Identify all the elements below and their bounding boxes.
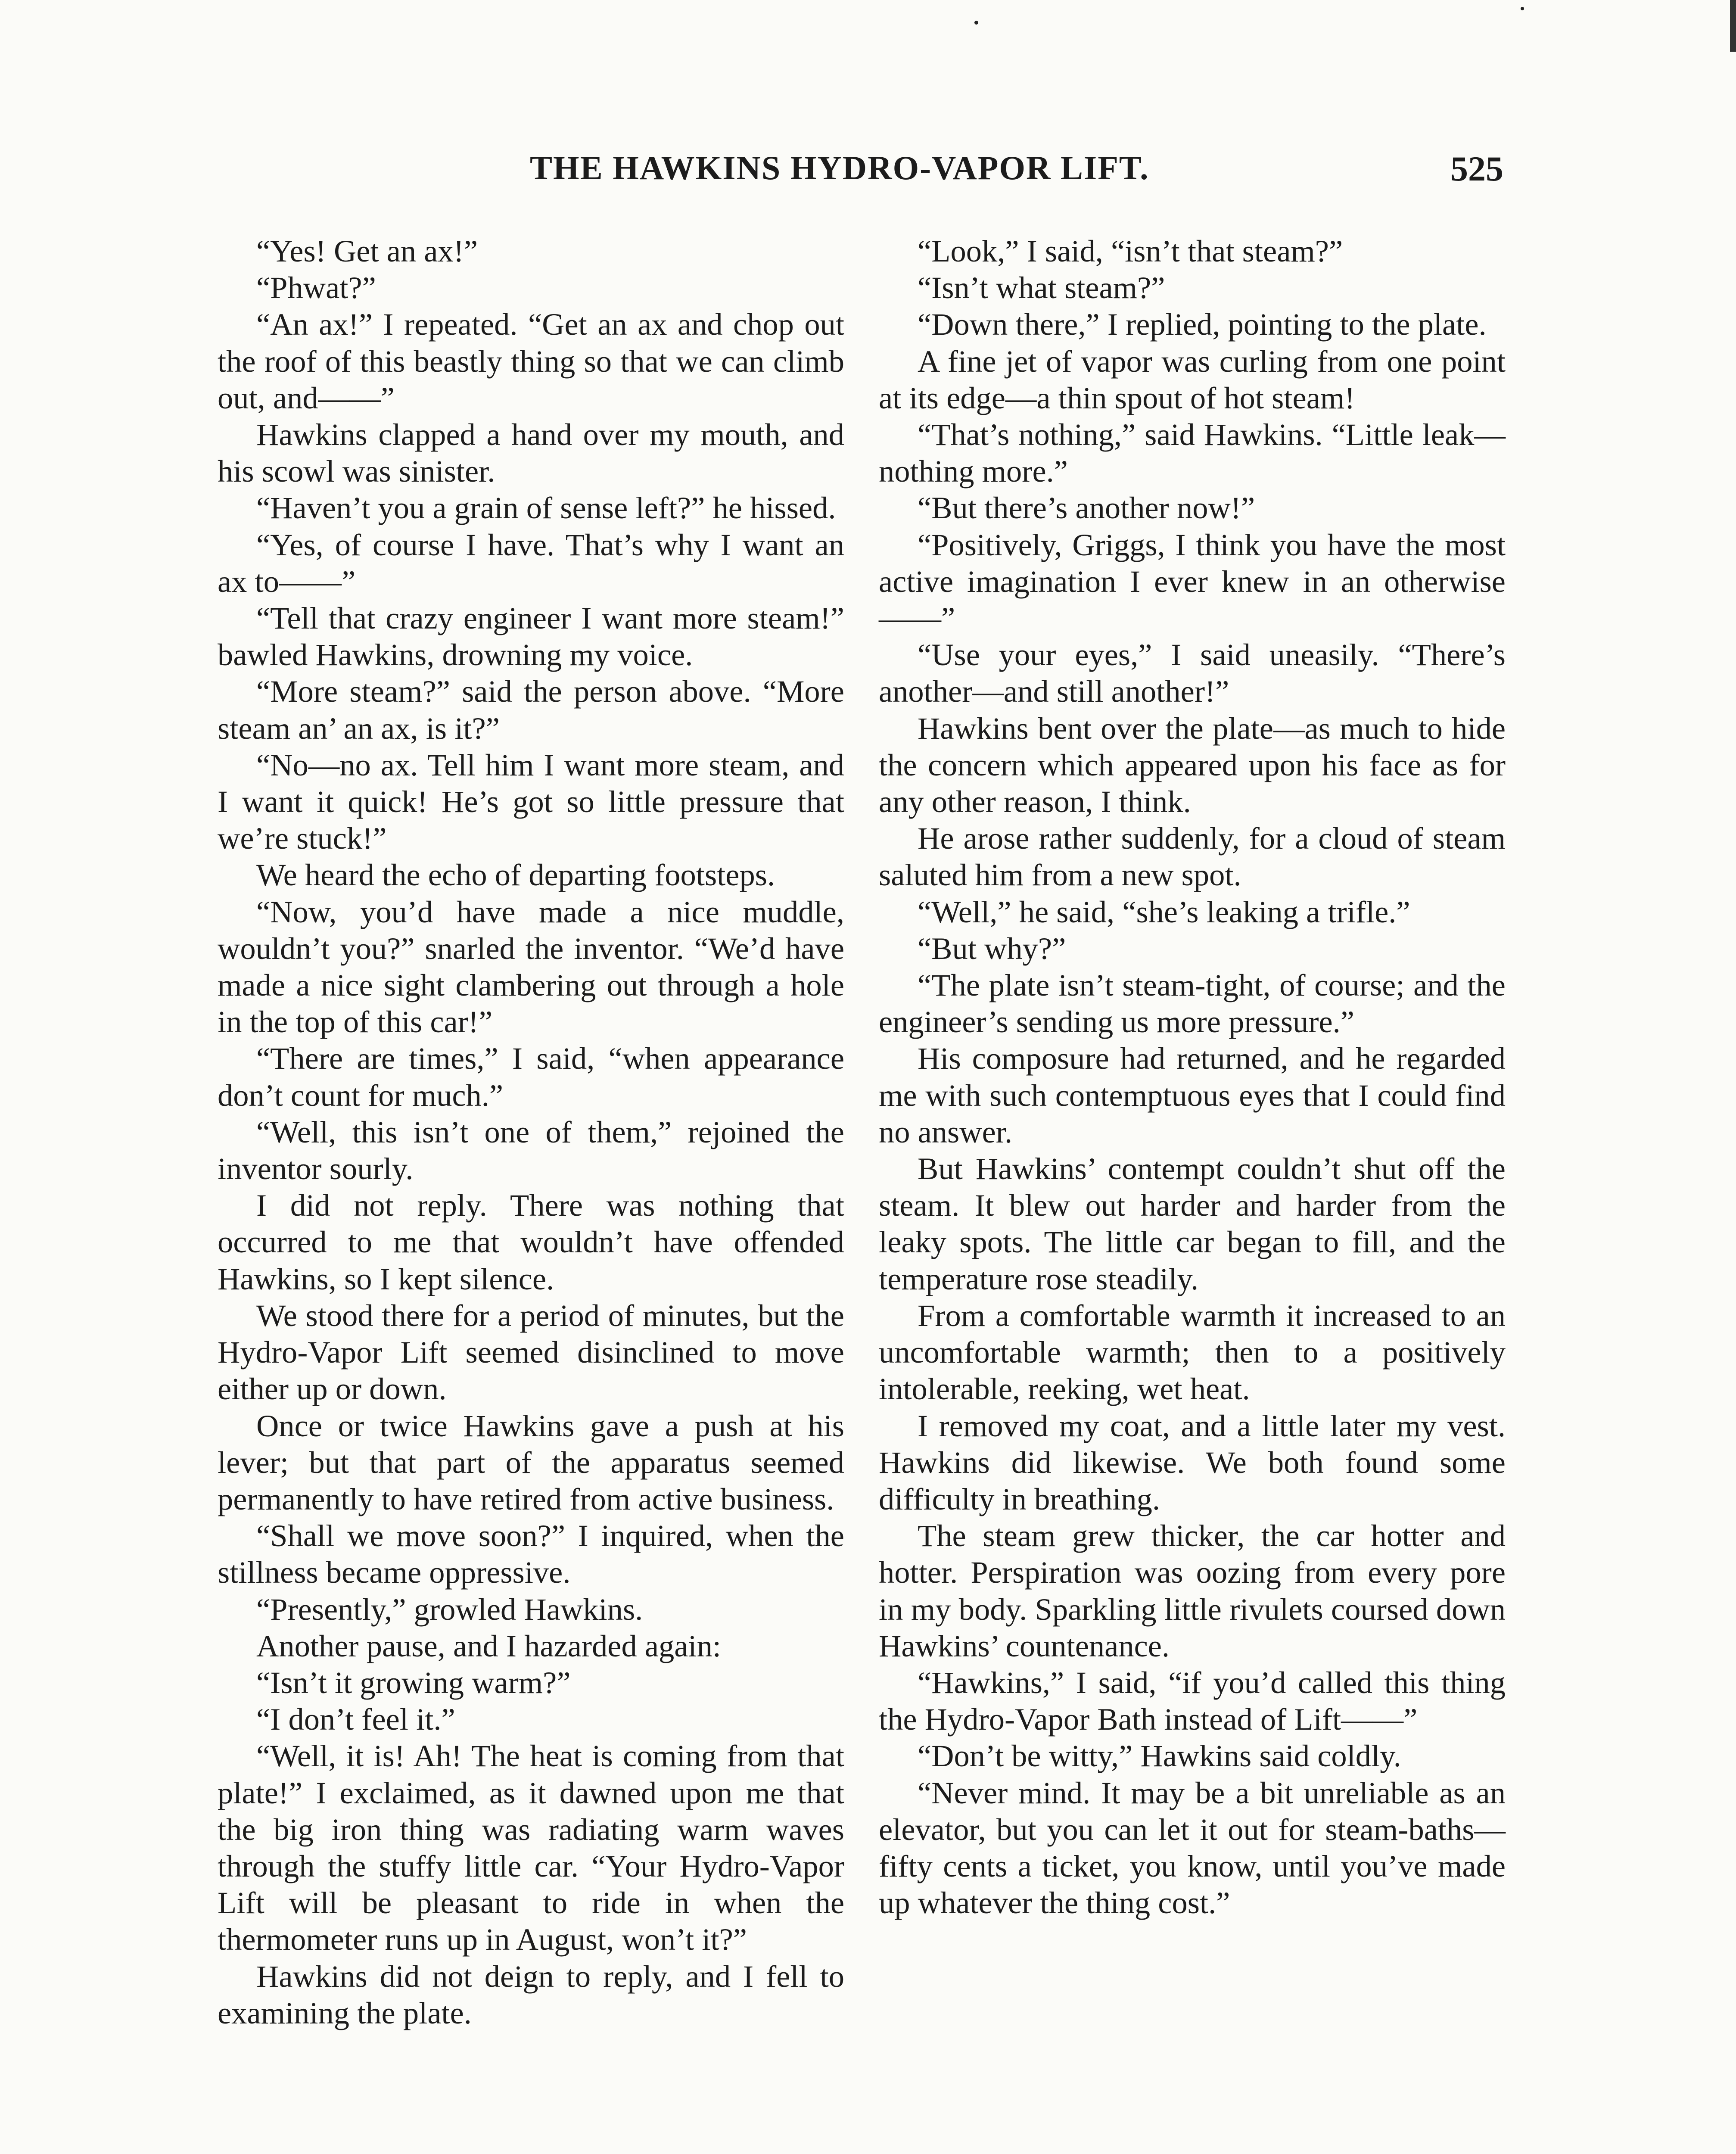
paragraph: “No—no ax. Tell him I want more steam, and I want it quick! He’s got so little pressure that we’re stuck!” (218, 747, 844, 856)
paragraph: Once or twice Hawkins gave a push at his lever; but that part of the apparatus seemed permanently to have retired from active business. (218, 1408, 844, 1516)
paragraph: A fine jet of vapor was curling from one point at its edge—a thin spout of hot steam! (879, 343, 1506, 415)
paragraph: I did not reply. There was nothing that occurred to me that wouldn’t have offended Hawkins, so I kept silence. (218, 1188, 844, 1296)
paragraph: “There are times,” I said, “when appearance don’t count for much.” (218, 1041, 844, 1113)
paragraph: “Use your eyes,” I said uneasily. “There’s another—and still another!” (879, 637, 1506, 709)
paragraph: Another pause, and I hazarded again: (256, 1628, 721, 1663)
paragraph: We stood there for a period of minutes, but the Hydro-Vapor Lift seemed disinclined to move either up or down. (218, 1298, 844, 1407)
page-number: 525 (1450, 149, 1503, 188)
paragraph: We heard the echo of departing footsteps. (256, 857, 775, 893)
paragraph: “Haven’t you a grain of sense left?” he hissed. (256, 490, 836, 526)
paragraph: “More steam?” said the person above. “More steam an’ an ax, is it?” (218, 674, 844, 746)
paragraph: “But why?” (918, 931, 1066, 966)
paragraph: His composure had returned, and he regarded me with such contemptuous eyes that I could find no answer. (879, 1041, 1506, 1149)
paragraph: “Shall we move soon?” I inquired, when the stillness became oppressive. (218, 1518, 844, 1590)
paragraph: “Well, it is! Ah! The heat is coming from that plate!” I exclaimed, as it dawned upon me that the big iron thing was radiating warm waves through the stuffy little car. “Your Hydro-Vapor Lift will be pleasant to ride in when the thermometer runs up in August, won’t it?” (218, 1738, 844, 1957)
paragraph: “Isn’t it growing warm?” (256, 1665, 571, 1700)
paragraph: “An ax!” I repeated. “Get an ax and chop out the roof of this beastly thing so that we can climb out, and——” (218, 307, 844, 415)
page-speck (974, 21, 978, 25)
paragraph: The steam grew thicker, the car hotter and hotter. Perspiration was oozing from every pore in my body. Sparkling little rivulets coursed down Hawkins’ countenance. (879, 1518, 1506, 1663)
paragraph: “Never mind. It may be a bit unreliable as an elevator, but you can let it out for steam-baths—fifty cents a ticket, you know, until you’ve made up whatever the thing cost.” (879, 1775, 1506, 1921)
paragraph: “Positively, Griggs, I think you have the most active imagination I ever knew in an otherwise——” (879, 527, 1506, 636)
paragraph: He arose rather suddenly, for a cloud of steam saluted him from a new spot. (879, 821, 1506, 893)
page-speck (1521, 7, 1524, 10)
paragraph: “I don’t feel it.” (256, 1702, 455, 1737)
paragraph: Hawkins bent over the plate—as much to hide the concern which appeared upon his face as for any other reason, I think. (879, 710, 1506, 819)
paragraph: “Well,” he said, “she’s leaking a trifle.” (918, 894, 1410, 929)
paragraph: Hawkins clapped a hand over my mouth, and his scowl was sinister. (218, 417, 844, 489)
page-edge-mark (1730, 0, 1736, 52)
paragraph: “Phwat?” (256, 270, 376, 305)
paragraph: “Well, this isn’t one of them,” rejoined the inventor sourly. (218, 1114, 844, 1186)
page-header (530, 149, 1503, 205)
running-title: THE HAWKINS HYDRO-VAPOR LIFT. (530, 149, 1149, 187)
paragraph: But Hawkins’ contempt couldn’t shut off the steam. It blew out harder and harder from the leaky spots. The little car began to fill, and the temperature rose steadily. (879, 1151, 1506, 1296)
paragraph: “But there’s another now!” (918, 490, 1255, 526)
paragraph: “Hawkins,” I said, “if you’d called this thing the Hydro-Vapor Bath instead of Lift——” (879, 1665, 1506, 1737)
paragraph: I removed my coat, and a little later my vest. Hawkins did likewise. We both found some difficulty in breathing. (879, 1408, 1506, 1516)
paragraph: “Yes! Get an ax!” (256, 233, 478, 268)
paragraph: “Presently,” growled Hawkins. (256, 1591, 643, 1627)
paragraph: “Isn’t what steam?” (918, 270, 1165, 305)
paragraph: “The plate isn’t steam-tight, of course; and the engineer’s sending us more pressure.” (879, 968, 1506, 1040)
paragraph: From a comfortable warmth it increased to an uncomfortable warmth; then to a positively intolerable, reeking, wet heat. (879, 1298, 1506, 1407)
paragraph: “Now, you’d have made a nice muddle, wouldn’t you?” snarled the inventor. “We’d have made a nice sight clambering out through a hole in the top of this car!” (218, 894, 844, 1040)
text-column-left (218, 233, 844, 2031)
paragraph: “Yes, of course I have. That’s why I want an ax to——” (218, 527, 844, 599)
paragraph: Hawkins did not deign to reply, and I fell to examining the plate. (218, 1958, 844, 2030)
paragraph: “Tell that crazy engineer I want more steam!” bawled Hawkins, drowning my voice. (218, 601, 844, 672)
paragraph: “Don’t be witty,” Hawkins said coldly. (918, 1738, 1401, 1774)
text-column-right (879, 233, 1506, 1921)
paragraph: “Look,” I said, “isn’t that steam?” (918, 233, 1343, 268)
paragraph: “That’s nothing,” said Hawkins. “Little leak—nothing more.” (879, 417, 1506, 489)
paragraph: “Down there,” I replied, pointing to the plate. (918, 307, 1487, 342)
